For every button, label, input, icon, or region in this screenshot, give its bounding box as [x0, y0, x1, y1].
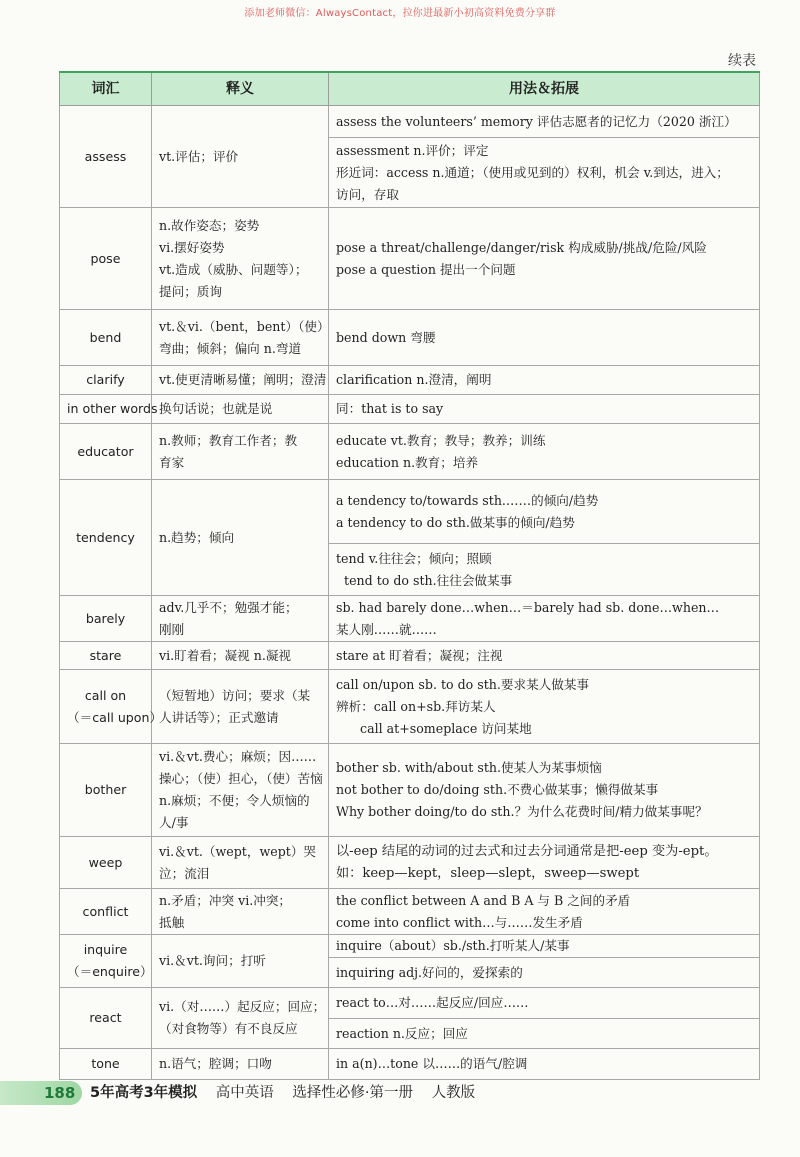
meaning-cell [152, 1049, 329, 1080]
usage-line: 同：that is to say [336, 401, 444, 416]
meaning-line: n.语气；腔调；口吻 [159, 1056, 272, 1071]
watermark-text: 添加老师微信：AlwaysContact，拉你进最新小初高资料免费分享群 [244, 8, 556, 19]
header-meaning: 释义 [152, 72, 329, 106]
book-info [90, 1081, 475, 1105]
meaning-line: n.矛盾；冲突 vi.冲突； [159, 892, 292, 908]
usage-line: call at+someplace 访问某地 [336, 720, 532, 736]
usage-cell [329, 395, 760, 424]
word-cell [60, 642, 152, 670]
meaning-line: vt.使更清晰易懂；阐明；澄清 [159, 372, 327, 387]
meaning-line: 刚刚 [159, 621, 185, 637]
word-line: bother [84, 782, 127, 797]
table-row [60, 208, 760, 310]
usage-line: the conflict between A and B A 与 B 之间的矛盾 [336, 892, 631, 908]
usage-line: assess the volunteers’ memory 评估志愿者的记忆力（2020 浙江） [336, 113, 737, 129]
meaning-line: n.麻烦；不便；令人烦恼的 [159, 793, 310, 808]
usage-line: not bother to do/doing sth.不费心做某事；懒得做某事 [336, 782, 659, 797]
usage-line: tend v.往往会；倾向；照顾 [336, 550, 492, 566]
continued-label: 续表 [728, 53, 756, 69]
usage-line: react to…对……起反应/回应…… [336, 995, 529, 1010]
usage-cell [329, 480, 760, 544]
meaning-cell [152, 395, 329, 424]
header-usage: 用法＆拓展 [329, 72, 760, 106]
usage-cell [329, 988, 760, 1019]
word-cell [60, 366, 152, 395]
usage-line: a tendency to/towards sth.……的倾向/趋势 [336, 492, 599, 508]
usage-line: 形近词：access n.通道；（使用或见到的）权利，机会 v.到达，进入； [336, 164, 729, 180]
usage-cell [329, 366, 760, 395]
table-body [60, 106, 760, 1080]
usage-cell [329, 544, 760, 596]
usage-line: 访问，存取 [336, 186, 399, 202]
word-line: in other words [67, 401, 158, 416]
word-line: clarify [86, 372, 125, 387]
usage-cell [329, 744, 760, 837]
meaning-line: 弯曲；倾斜；偏向 n.弯道 [159, 340, 302, 356]
meaning-line: （短暂地）访问；要求（某 [159, 687, 311, 703]
usage-cell [329, 208, 760, 310]
meaning-line: 人讲话等）；正式邀请 [159, 709, 279, 725]
usage-cell [329, 935, 760, 958]
meaning-line: 泣；流泪 [159, 865, 210, 881]
usage-cell [329, 1019, 760, 1049]
meaning-cell [152, 935, 329, 988]
word-line: react [89, 1010, 122, 1025]
meaning-line: adv.几乎不；勉强才能； [159, 599, 298, 615]
meaning-cell [152, 642, 329, 670]
meaning-cell [152, 988, 329, 1049]
usage-line: pose a question 提出一个问题 [336, 261, 516, 277]
meaning-cell [152, 837, 329, 889]
word-cell [60, 424, 152, 480]
book-subject: 高中英语 [215, 1085, 274, 1101]
meaning-cell [152, 889, 329, 935]
usage-line: education n.教育；培养 [336, 454, 479, 470]
usage-line: clarification n.澄清，阐明 [336, 372, 492, 387]
usage-cell [329, 424, 760, 480]
book-volume: 选择性必修·第一册 [292, 1085, 414, 1101]
meaning-line: n.教师；教育工作者；教 [159, 432, 298, 448]
table-row [60, 837, 760, 889]
table-row [60, 366, 760, 395]
table-row [60, 106, 760, 138]
table-row [60, 988, 760, 1019]
word-line: conflict [82, 903, 129, 919]
table-row [60, 395, 760, 424]
meaning-cell [152, 744, 329, 837]
usage-cell [329, 1049, 760, 1080]
meaning-line: 提问；质询 [159, 283, 222, 299]
table-row [60, 310, 760, 366]
meaning-line: vt.评估；评价 [159, 148, 239, 164]
table-row [60, 1049, 760, 1080]
meaning-line: vi.摆好姿势 [159, 239, 225, 255]
meaning-line: vi.＆vt.询问；打听 [159, 953, 266, 968]
word-line: tone [91, 1056, 120, 1071]
word-line: educator [77, 443, 134, 459]
meaning-cell [152, 424, 329, 480]
usage-cell [329, 106, 760, 138]
table-row [60, 480, 760, 544]
word-line: pose [90, 250, 121, 266]
usage-line: tend to do sth.往往会做某事 [336, 572, 513, 588]
usage-cell [329, 642, 760, 670]
word-cell [60, 310, 152, 366]
usage-cell [329, 138, 760, 208]
usage-cell [329, 837, 760, 889]
usage-cell [329, 310, 760, 366]
word-cell [60, 744, 152, 837]
usage-line: a tendency to do sth.做某事的倾向/趋势 [336, 514, 575, 530]
table-header-row [60, 72, 760, 106]
word-line: bend [89, 329, 122, 345]
meaning-line: vi.盯着看；凝视 n.凝视 [159, 647, 292, 663]
usage-line: in a(n)…tone 以……的语气/腔调 [336, 1056, 528, 1071]
meaning-cell [152, 366, 329, 395]
word-cell [60, 1049, 152, 1080]
meaning-line: vi.（对……）起反应；回应； [159, 999, 326, 1014]
meaning-line: n.趋势；倾向 [159, 529, 235, 545]
meaning-cell [152, 480, 329, 596]
usage-line: bother sb. with/about sth.使某人为某事烦恼 [336, 760, 602, 775]
word-line: weep [88, 854, 123, 870]
usage-line: come into conflict with…与……发生矛盾 [336, 914, 583, 930]
table-row [60, 889, 760, 935]
usage-line: call on/upon sb. to do sth.要求某人做某事 [336, 676, 590, 692]
usage-line: educate vt.教育；教导；教养；训练 [336, 432, 546, 448]
meaning-cell [152, 310, 329, 366]
usage-cell [329, 958, 760, 988]
word-cell [60, 596, 152, 642]
word-line: barely [85, 610, 126, 626]
word-cell [60, 480, 152, 596]
meaning-cell [152, 208, 329, 310]
usage-line: assessment n.评价；评定 [336, 142, 489, 158]
meaning-line: 抵触 [159, 914, 185, 930]
usage-cell [329, 889, 760, 935]
meaning-line: vi.＆vt.（wept，wept）哭 [159, 843, 317, 859]
meaning-line: 人/事 [159, 815, 189, 830]
usage-line: bend down 弯腰 [336, 329, 436, 345]
table-row [60, 596, 760, 642]
word-cell [60, 889, 152, 935]
usage-cell [329, 596, 760, 642]
meaning-line: n.故作姿态；姿势 [159, 217, 260, 233]
word-line: call on [84, 687, 127, 703]
word-cell [60, 935, 152, 988]
table-row [60, 424, 760, 480]
usage-line: stare at 盯着看；凝视；注视 [336, 647, 503, 663]
word-cell [60, 988, 152, 1049]
usage-line: pose a threat/challenge/danger/risk 构成威胁/挑战/危险/风险 [336, 239, 707, 255]
vocabulary-table [59, 71, 760, 1080]
table-row [60, 744, 760, 837]
meaning-line: （对食物等）有不良反应 [159, 1021, 298, 1036]
meaning-line: 操心；（使）担心，（使）苦恼 [159, 771, 323, 786]
usage-line: 如：keep—kept，sleep—slept，sweep—swept [336, 865, 640, 881]
word-line: inquire [83, 942, 128, 957]
word-line: （＝enquire） [67, 964, 153, 979]
header-word: 词汇 [60, 72, 152, 106]
table-row [60, 642, 760, 670]
usage-line: sb. had barely done…when…＝barely had sb. done…when… [336, 599, 720, 615]
usage-line: 以-eep 结尾的动词的过去式和过去分词通常是把-eep 变为-ept。 [336, 843, 718, 859]
usage-line: Why bother doing/to do sth.？为什么花费时间/精力做某事呢？ [336, 804, 708, 819]
word-cell [60, 837, 152, 889]
word-line: stare [89, 647, 122, 663]
meaning-cell [152, 670, 329, 744]
usage-line: inquire（about）sb./sth.打听某人/某事 [336, 938, 570, 953]
word-cell [60, 208, 152, 310]
meaning-cell [152, 596, 329, 642]
book-brand: 5年高考3年模拟 [90, 1085, 198, 1101]
word-cell [60, 395, 158, 424]
page-footer [0, 1078, 800, 1110]
word-cell [60, 670, 163, 744]
meaning-line: vi.＆vt.费心；麻烦；因…… [159, 749, 317, 764]
table-row [60, 935, 760, 958]
usage-line: 某人刚……就…… [336, 621, 437, 637]
meaning-line: vt.造成（威胁、问题等）； [159, 261, 308, 277]
usage-cell [329, 670, 760, 744]
word-cell [60, 106, 152, 208]
word-line: assess [84, 148, 127, 164]
meaning-cell [152, 106, 329, 208]
word-line: （＝call upon） [67, 709, 163, 725]
usage-line: reaction n.反应；回应 [336, 1025, 468, 1041]
meaning-line: vt.＆vi.（bent，bent）（使） [159, 318, 330, 334]
usage-line: 辨析：call on+sb.拜访某人 [336, 698, 496, 714]
usage-line: inquiring adj.好问的，爱探索的 [336, 964, 523, 980]
book-edition: 人教版 [431, 1085, 476, 1101]
table-row [60, 670, 760, 744]
page-number: 188 [44, 1084, 76, 1102]
word-line: tendency [76, 529, 135, 545]
meaning-line: 换句话说；也就是说 [159, 401, 273, 416]
meaning-line: 育家 [159, 454, 185, 470]
